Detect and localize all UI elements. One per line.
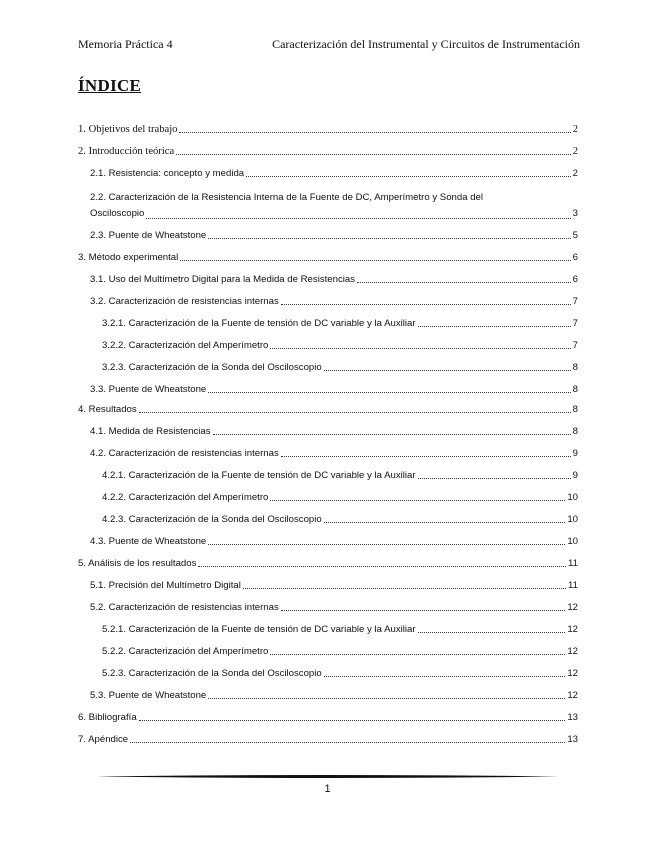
toc-dot-leader [179,131,570,133]
toc-entry-label: 3. Método experimental [78,252,179,263]
toc-entry-page: 11 [568,558,578,569]
toc-entry-label: 7. Apéndice [78,734,129,745]
toc-entry-page: 5 [572,230,578,241]
toc-entry[interactable] [102,646,578,658]
toc-dot-leader [213,433,571,435]
toc-entry-page: 11 [568,580,578,591]
toc-dot-leader [281,455,571,457]
toc-entry-page: 3 [572,208,578,219]
toc-entry-label: 5.1. Precisión del Multímetro Digital [90,580,241,591]
toc-entry[interactable] [102,514,578,526]
toc-entry-page: 12 [567,602,578,613]
toc-entry-label: 3.2.1. Caracterización de la Fuente de tensión de DC variable y la Auxiliar [102,318,416,329]
toc-dot-leader [281,303,571,305]
toc-entry-label: 3.2.2. Caracterización del Amperímetro [102,340,269,351]
toc-dot-leader [208,237,570,239]
toc-entry-page: 12 [567,668,578,679]
toc-entry[interactable] [90,536,578,548]
toc-entry-label: 2.1. Resistencia: concepto y medida [90,168,245,179]
toc-entry-page: 7 [572,340,578,351]
toc-entry[interactable] [90,168,578,180]
toc-entry[interactable] [78,404,578,416]
toc-dot-leader [418,325,571,327]
toc-entry-label: 5.3. Puente de Wheatstone [90,690,207,701]
toc-entry-label: 4.2.1. Caracterización de la Fuente de tensión de DC variable y la Auxiliar [102,470,416,481]
toc-entry-label-line: Osciloscopio [90,208,145,219]
toc-dot-leader [357,281,571,283]
toc-entry-page: 7 [572,318,578,329]
toc-dot-leader [208,697,565,699]
toc-dot-leader [243,587,566,589]
running-header-left: Memoria Práctica 4 [78,37,173,51]
toc-dot-leader [180,259,570,261]
toc-entry-label: 3.3. Puente de Wheatstone [90,384,207,395]
toc-entry-label: 2.3. Puente de Wheatstone [90,230,207,241]
toc-entry-page: 10 [567,536,578,547]
toc-entry[interactable] [78,146,578,158]
toc-entry-page: 7 [572,296,578,307]
toc-entry-page: 8 [572,384,578,395]
toc-entry[interactable] [90,230,578,242]
footer-divider [97,775,559,778]
toc-dot-leader [270,347,570,349]
toc-entry-page: 2 [572,124,578,135]
toc-entry-page: 6 [572,252,578,263]
toc-entry[interactable] [78,712,578,724]
toc-entry-page: 8 [572,426,578,437]
toc-entry-label: 6. Bibliografía [78,712,137,723]
toc-entry[interactable] [90,448,578,460]
toc-entry-label: 4.2.3. Caracterización de la Sonda del Osciloscopio [102,514,322,525]
toc-entry-label: 4.2.2. Caracterización del Amperímetro [102,492,269,503]
toc-dot-leader [139,719,566,721]
toc-entry[interactable] [78,252,578,264]
toc-entry-page: 13 [567,734,578,745]
toc-dot-leader [281,609,566,611]
toc-entry-label: 4.1. Medida de Resistencias [90,426,211,437]
toc-entry[interactable] [90,602,578,614]
toc-dot-leader [208,391,570,393]
toc-entry[interactable] [78,124,578,136]
toc-entry-label-line: 2.2. Caracterización de la Resistencia Interna de la Fuente de DC, Amperímetro y Sonda del [90,192,484,203]
running-header-right: Caracterización del Instrumental y Circuitos de Instrumentación [272,37,580,51]
toc-entry[interactable] [102,492,578,504]
toc-entry-label: 3.2. Caracterización de resistencias internas [90,296,279,307]
toc-entry[interactable] [90,426,578,438]
toc-entry[interactable] [90,190,578,222]
toc-entry-label: 5.2.2. Caracterización del Amperímetro [102,646,269,657]
toc-entry-page: 8 [572,404,578,415]
toc-entry-label: 3.2.3. Caracterización de la Sonda del Osciloscopio [102,362,322,373]
toc-entry[interactable] [102,340,578,352]
toc-entry-label: 5.2.3. Caracterización de la Sonda del Osciloscopio [102,668,322,679]
toc-entry-page: 10 [567,514,578,525]
toc-entry[interactable] [102,624,578,636]
toc-entry-page: 12 [567,624,578,635]
toc-entry-page: 6 [572,274,578,285]
toc-dot-leader [246,175,571,177]
toc-entry[interactable] [90,580,578,592]
index-title: ÍNDICE [78,76,142,95]
toc-entry-page: 9 [572,470,578,481]
toc-dot-leader [270,499,565,501]
toc-dot-leader [324,369,571,371]
toc-entry-label: 1. Objetivos del trabajo [78,124,178,135]
toc-entry-label [90,222,91,223]
toc-entry-page: 9 [572,448,578,459]
toc-dot-leader [130,741,565,743]
toc-entry[interactable] [90,274,578,286]
toc-entry[interactable] [102,470,578,482]
toc-entry-label: 5.2. Caracterización de resistencias internas [90,602,279,613]
toc-entry[interactable] [90,296,578,308]
toc-dot-leader [418,631,566,633]
toc-dot-leader [270,653,565,655]
toc-dot-leader [139,411,571,413]
toc-entry-page: 2 [572,168,578,179]
toc-entry[interactable] [90,384,578,396]
toc-dot-leader [146,217,570,219]
toc-dot-leader [176,153,571,155]
toc-entry-page: 8 [572,362,578,373]
toc-entry-page: 13 [567,712,578,723]
toc-entry-page: 10 [567,492,578,503]
toc-entry-page: 2 [572,146,578,157]
toc-entry[interactable] [90,690,578,702]
toc-dot-leader [208,543,565,545]
toc-entry-label: 5. Análisis de los resultados [78,558,197,569]
toc-entry[interactable] [78,558,578,570]
toc-entry[interactable] [102,668,578,680]
toc-entry[interactable] [78,734,578,746]
toc-dot-leader [324,675,566,677]
toc-dot-leader [324,521,566,523]
toc-entry-label: 5.2.1. Caracterización de la Fuente de tensión de DC variable y la Auxiliar [102,624,416,635]
toc-dot-leader [418,477,571,479]
toc-dot-leader [198,565,566,567]
toc-entry-label: 4.2. Caracterización de resistencias internas [90,448,279,459]
toc-entry-label: 4.3. Puente de Wheatstone [90,536,207,547]
toc-entry-label: 2. Introducción teórica [78,146,175,157]
toc-entry[interactable] [102,318,578,330]
toc-entry-label: 3.1. Uso del Multímetro Digital para la Medida de Resistencias [90,274,356,285]
toc-entry-page: 12 [567,646,578,657]
page-number: 1 [324,783,331,795]
toc-entry[interactable] [102,362,578,374]
toc-entry-label: 4. Resultados [78,404,137,415]
toc-entry-page: 12 [567,690,578,701]
